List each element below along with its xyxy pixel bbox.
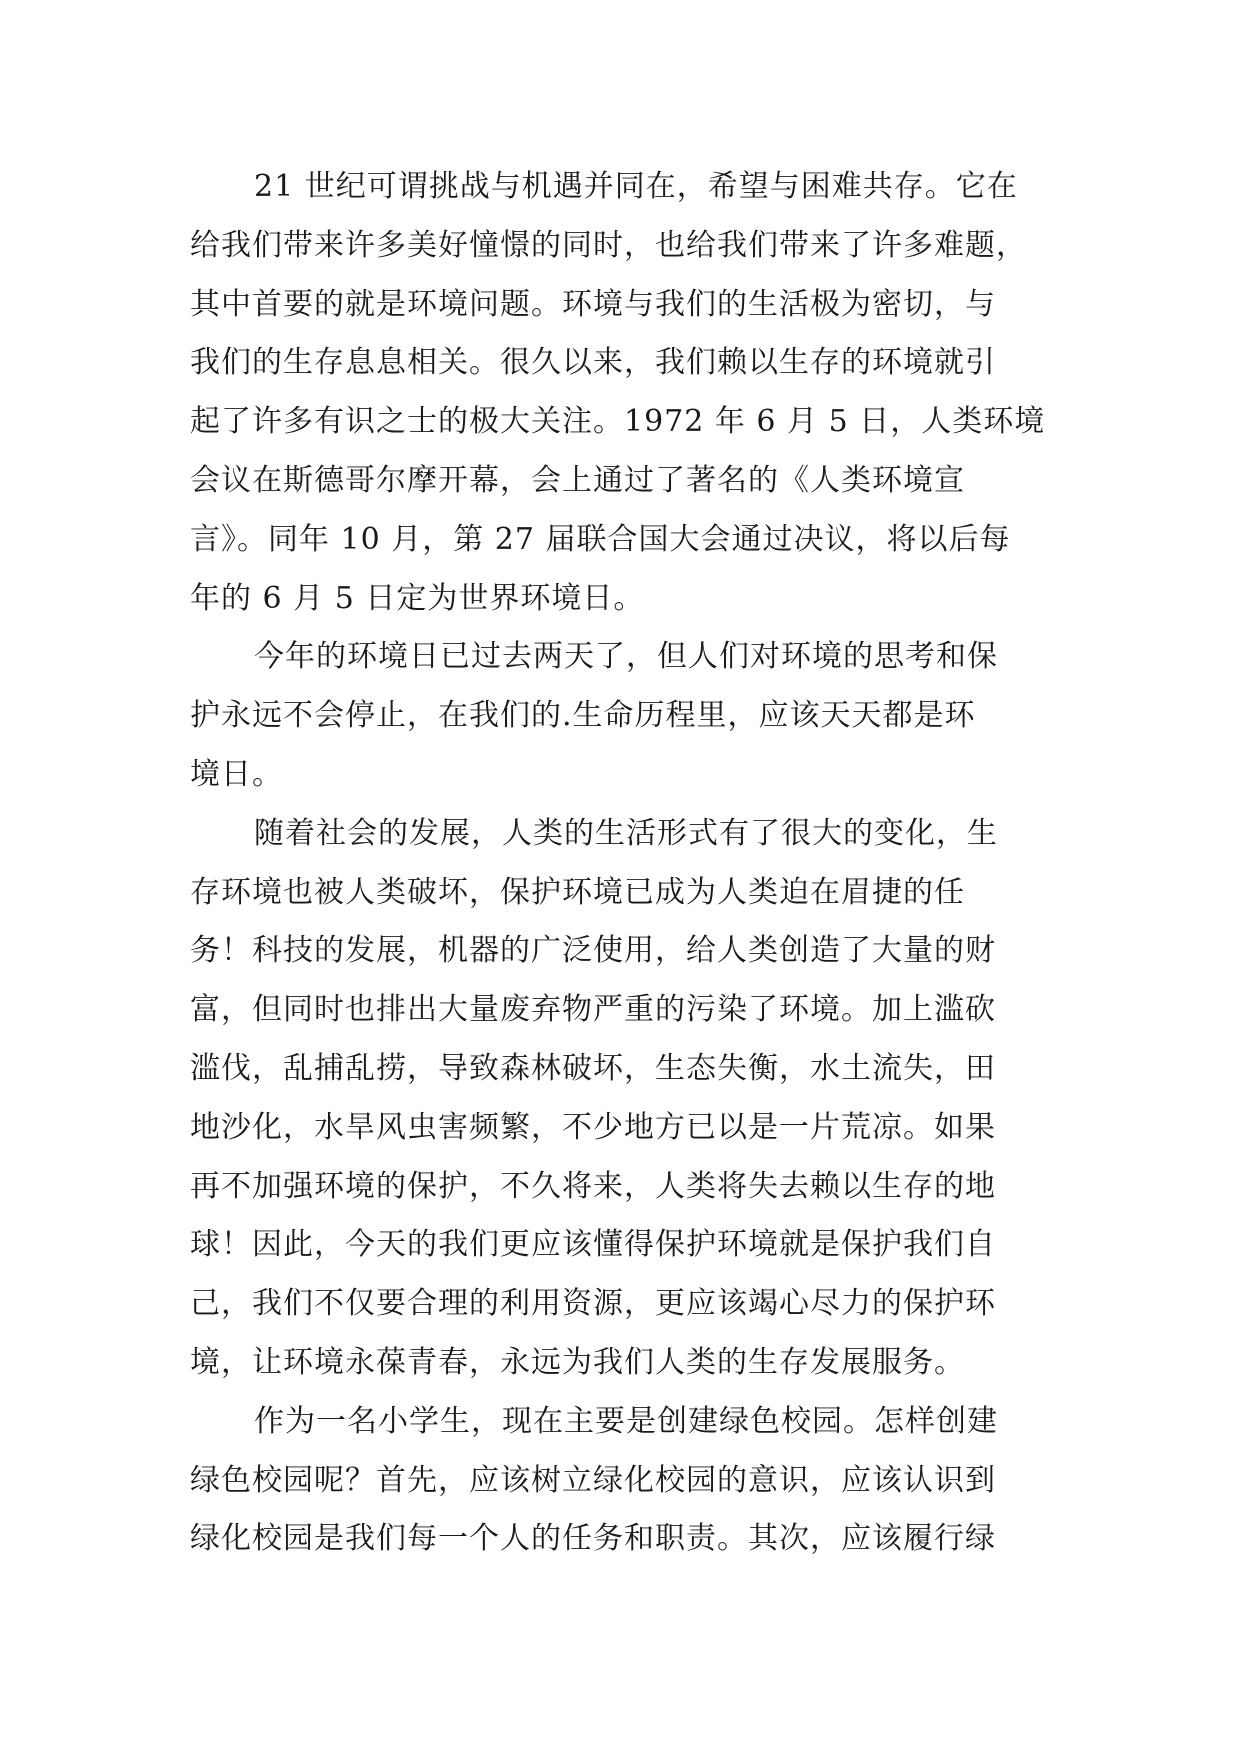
paragraph-2 — [190, 628, 1090, 804]
text-line: 会议在斯德哥尔摩开幕，会上通过了著名的《人类环境宣 — [190, 462, 965, 498]
text-line: 绿化校园是我们每一个人的任务和职责。其次，应该履行绿 — [190, 1521, 996, 1557]
text-line: 我们的生存息息相关。很久以来，我们赖以生存的环境就引 — [190, 345, 996, 381]
text-line: 富，但同时也排出大量废弃物严重的污染了环境。加上滥砍 — [190, 992, 996, 1028]
paragraph-4 — [190, 1393, 1090, 1569]
text-line: 言》。同年 10 月，第 27 届联合国大会通过决议，将以后每 — [190, 521, 1011, 557]
text-line: 21 世纪可谓挑战与机遇并同在，希望与困难共存。它在 — [254, 169, 1018, 204]
text-line: 滥伐，乱捕乱捞，导致森林破坏，生态失衡，水土流失，田 — [190, 1050, 996, 1086]
text-line: 球！因此，今天的我们更应该懂得保护环境就是保护我们自 — [190, 1227, 996, 1263]
text-line: 务！科技的发展，机器的广泛使用，给人类创造了大量的财 — [190, 933, 996, 969]
text-line: 再不加强环境的保护，不久将来，人类将失去赖以生存的地 — [190, 1168, 996, 1204]
text-line: 护永远不会停止，在我们的.生命历程里，应该天天都是环 — [190, 698, 976, 734]
document-body — [190, 158, 1090, 1569]
text-line: 地沙化，水旱风虫害频繁，不少地方已以是一片荒凉。如果 — [190, 1109, 996, 1145]
paragraph-3 — [190, 805, 1090, 1393]
text-line: 存环境也被人类破坏，保护环境已成为人类迫在眉捷的任 — [190, 874, 965, 910]
text-line: 给我们带来许多美好憧憬的同时，也给我们带来了许多难题， — [190, 227, 1027, 263]
text-line: 境，让环境永葆青春，永远为我们人类的生存发展服务。 — [190, 1344, 965, 1380]
text-line: 今年的环境日已过去两天了，但人们对环境的思考和保 — [254, 639, 998, 675]
text-line: 随着社会的发展，人类的生活形式有了很大的变化，生 — [254, 815, 998, 851]
text-line: 其中首要的就是环境问题。环境与我们的生活极为密切，与 — [190, 286, 996, 322]
text-line: 己，我们不仅要合理的利用资源，更应该竭心尽力的保护环 — [190, 1286, 996, 1322]
paragraph-1 — [190, 158, 1090, 628]
text-line: 起了许多有识之士的极大关注。1972 年 6 月 5 日，人类环境 — [190, 404, 1046, 440]
text-line: 境日。 — [190, 756, 283, 792]
text-line: 绿色校园呢？首先，应该树立绿化校园的意识，应该认识到 — [190, 1462, 996, 1498]
text-line: 作为一名小学生，现在主要是创建绿色校园。怎样创建 — [254, 1403, 998, 1439]
text-line: 年的 6 月 5 日定为世界环境日。 — [190, 580, 645, 616]
